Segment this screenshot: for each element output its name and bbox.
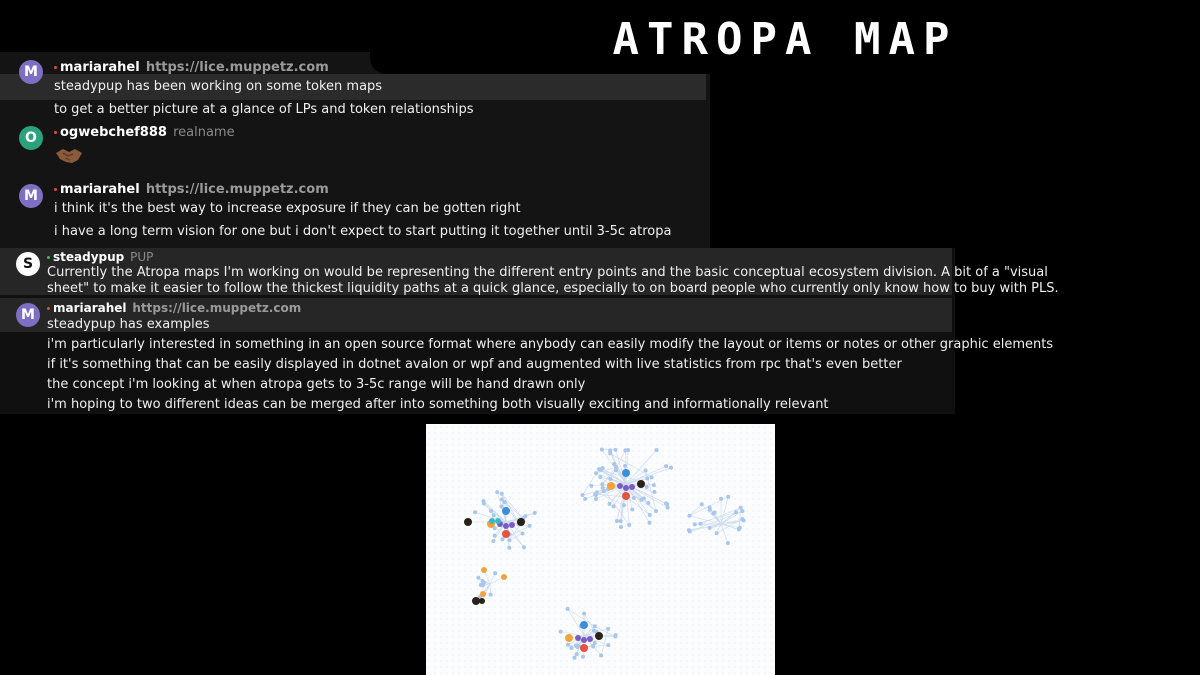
map-node: [500, 492, 504, 496]
map-node: [492, 513, 496, 517]
map-hub-node: [575, 635, 581, 641]
user-tag: realname: [173, 125, 235, 140]
message-text: if it's something that can be easily displayed in dotnet avalon or wpf and augmented with live statistics from rpc that's even better: [47, 357, 902, 372]
map-hub-node: [587, 636, 593, 642]
handshake-icon: [54, 144, 84, 171]
message-text: steadypup has been working on some token maps: [54, 79, 383, 94]
map-node: [576, 645, 580, 649]
map-hub-node: [622, 469, 630, 477]
map-hub-node: [629, 484, 635, 490]
map-node: [645, 485, 649, 489]
map-hub-node: [637, 480, 645, 488]
username[interactable]: steadypup: [53, 250, 125, 264]
map-node: [693, 522, 697, 526]
map-node: [521, 532, 525, 536]
map-hub-node: [517, 518, 525, 526]
status-dot: [47, 307, 50, 310]
map-node: [598, 475, 602, 479]
map-hub-node: [581, 637, 587, 643]
map-hub-node: [623, 485, 629, 491]
map-hub-node: [481, 567, 487, 573]
map-node: [622, 503, 626, 507]
map-node: [738, 526, 742, 530]
map-node: [591, 644, 595, 648]
map-node: [594, 497, 598, 501]
map-hub-node: [464, 518, 472, 526]
map-node: [507, 538, 511, 542]
map-node: [575, 652, 579, 656]
status-dot: [54, 131, 57, 134]
map-hub-node: [580, 621, 588, 629]
map-node: [499, 505, 503, 509]
message-text: i'm particularly interested in something in an open source format where anybody can easily modify the layout or items or notes or other graphic elements: [47, 337, 1054, 352]
chat-panel-top: [0, 52, 710, 248]
map-node: [600, 482, 604, 486]
map-hub-node: [595, 632, 603, 640]
map-node: [639, 498, 643, 502]
message-header: [54, 125, 235, 140]
map-hub-node: [607, 482, 615, 490]
map-hub-node: [472, 597, 480, 605]
map-node: [713, 510, 717, 514]
map-node: [708, 508, 712, 512]
map-node: [569, 646, 573, 650]
token-map-image: [426, 424, 775, 675]
user-link[interactable]: https://lice.muppetz.com: [132, 301, 302, 315]
user-link[interactable]: https://lice.muppetz.com: [145, 182, 329, 197]
map-node: [619, 519, 623, 523]
map-node: [726, 495, 730, 499]
user-tag: PUP: [130, 250, 154, 264]
status-dot: [54, 188, 57, 191]
map-node: [601, 486, 605, 490]
username[interactable]: mariarahel: [60, 182, 140, 197]
map-hub-node: [622, 492, 630, 500]
map-node: [581, 493, 585, 497]
map-node: [493, 571, 497, 575]
map-node: [627, 523, 631, 527]
avatar[interactable]: M: [19, 184, 43, 208]
map-node: [533, 511, 537, 515]
map-node: [645, 477, 649, 481]
map-node: [648, 521, 652, 525]
map-node: [595, 490, 599, 494]
message-text: to get a better picture at a glance of LPs and token relationships: [54, 102, 474, 117]
map-node: [581, 655, 585, 659]
username[interactable]: mariarahel: [60, 60, 140, 75]
map-node: [669, 466, 673, 470]
map-node: [495, 490, 499, 494]
map-node: [708, 526, 712, 530]
map-node: [481, 579, 485, 583]
map-node: [652, 490, 656, 494]
map-node: [473, 510, 477, 514]
page-title: ATROPA MAP: [612, 14, 958, 65]
map-node: [687, 528, 691, 532]
map-node: [719, 497, 723, 501]
map-hub-node: [580, 644, 588, 652]
map-hub-node: [502, 507, 510, 515]
username[interactable]: mariarahel: [53, 301, 127, 315]
message-header: [54, 182, 329, 197]
map-node: [489, 593, 493, 597]
status-dot: [47, 256, 50, 259]
map-node: [593, 624, 597, 628]
map-node: [489, 509, 493, 513]
map-node: [615, 519, 619, 523]
avatar[interactable]: S: [16, 252, 40, 276]
map-node: [688, 514, 692, 518]
token-map-graph: [426, 424, 775, 675]
map-node: [614, 633, 618, 637]
map-node: [608, 448, 612, 452]
map-node: [507, 546, 511, 550]
message-header: [54, 60, 329, 75]
message-header: [47, 301, 301, 315]
title-banner: [370, 0, 1200, 74]
map-node: [522, 545, 526, 549]
map-node: [740, 517, 744, 521]
message-text: Currently the Atropa maps I'm working on would be representing the different entry points and the basic conceptual ecosystem division. A bit of a "visual: [47, 265, 1048, 280]
map-node: [500, 498, 504, 502]
map-node: [479, 583, 483, 587]
map-hub-node: [479, 598, 485, 604]
map-node: [726, 541, 730, 545]
map-node: [493, 534, 497, 538]
map-node: [600, 448, 604, 452]
map-hub-node: [495, 518, 501, 524]
map-node: [606, 643, 610, 647]
avatar[interactable]: M: [16, 303, 40, 327]
map-node: [700, 502, 704, 506]
map-node: [612, 504, 616, 508]
map-node: [623, 448, 627, 452]
map-node: [630, 508, 634, 512]
map-node: [606, 627, 610, 631]
map-node: [632, 496, 636, 500]
avatar[interactable]: M: [19, 60, 43, 84]
map-hub-node: [617, 483, 623, 489]
map-hub-node: [480, 591, 486, 597]
map-node: [528, 524, 532, 528]
map-node: [608, 502, 612, 506]
username[interactable]: ogwebchef888: [60, 125, 167, 140]
message-text: i'm hoping to two different ideas can be merged after into something both visually exciting and informationally relevant: [47, 397, 829, 412]
map-node: [566, 607, 570, 611]
map-node: [644, 469, 648, 473]
map-hub-node: [565, 634, 573, 642]
map-node: [476, 576, 480, 580]
map-node: [623, 464, 627, 468]
map-node: [559, 630, 563, 634]
map-node: [664, 464, 668, 468]
user-link[interactable]: https://lice.muppetz.com: [145, 60, 329, 75]
map-node: [594, 471, 598, 475]
map-node: [500, 537, 504, 541]
message-text: sheet" to make it easier to follow the thickest liquidity paths at a quick glance, especially to on board people who currently only know how to buy with PLS.: [47, 281, 1059, 296]
map-node: [715, 531, 719, 535]
map-node: [619, 525, 623, 529]
map-node: [699, 522, 703, 526]
map-node: [608, 477, 612, 481]
map-node: [582, 612, 586, 616]
map-node: [648, 513, 652, 517]
map-node: [482, 502, 486, 506]
map-node: [646, 501, 650, 505]
map-hub-node: [509, 522, 515, 528]
message-text: i have a long term vision for one but i don't expect to start putting it together until 3-5c atropa: [54, 224, 672, 239]
map-hub-node: [503, 523, 509, 529]
map-node: [593, 641, 597, 645]
map-node: [666, 506, 670, 510]
chat-panel-bottom: [0, 248, 1059, 414]
map-hub-node: [501, 574, 507, 580]
map-node: [652, 483, 656, 487]
map-node: [734, 510, 738, 514]
map-node: [572, 656, 576, 660]
map-node: [650, 475, 654, 479]
map-node: [599, 653, 603, 657]
map-node: [589, 484, 593, 488]
message-text: i think it's the best way to increase exposure if they can be gotten right: [54, 201, 521, 216]
map-node: [597, 467, 601, 471]
message-text: the concept i'm looking at when atropa gets to 3-5c range will be hand drawn only: [47, 377, 586, 392]
map-node: [583, 497, 587, 501]
map-node: [491, 539, 495, 543]
map-node: [614, 448, 618, 452]
map-hub-node: [489, 518, 495, 524]
message-text: steadypup has examples: [47, 317, 210, 332]
status-dot: [54, 66, 57, 69]
map-node: [566, 643, 570, 647]
map-node: [612, 462, 616, 466]
map-node: [739, 506, 743, 510]
avatar[interactable]: O: [19, 126, 43, 150]
message-header: [47, 250, 153, 264]
map-node: [654, 509, 658, 513]
map-hub-node: [502, 530, 510, 538]
map-node: [654, 448, 658, 452]
